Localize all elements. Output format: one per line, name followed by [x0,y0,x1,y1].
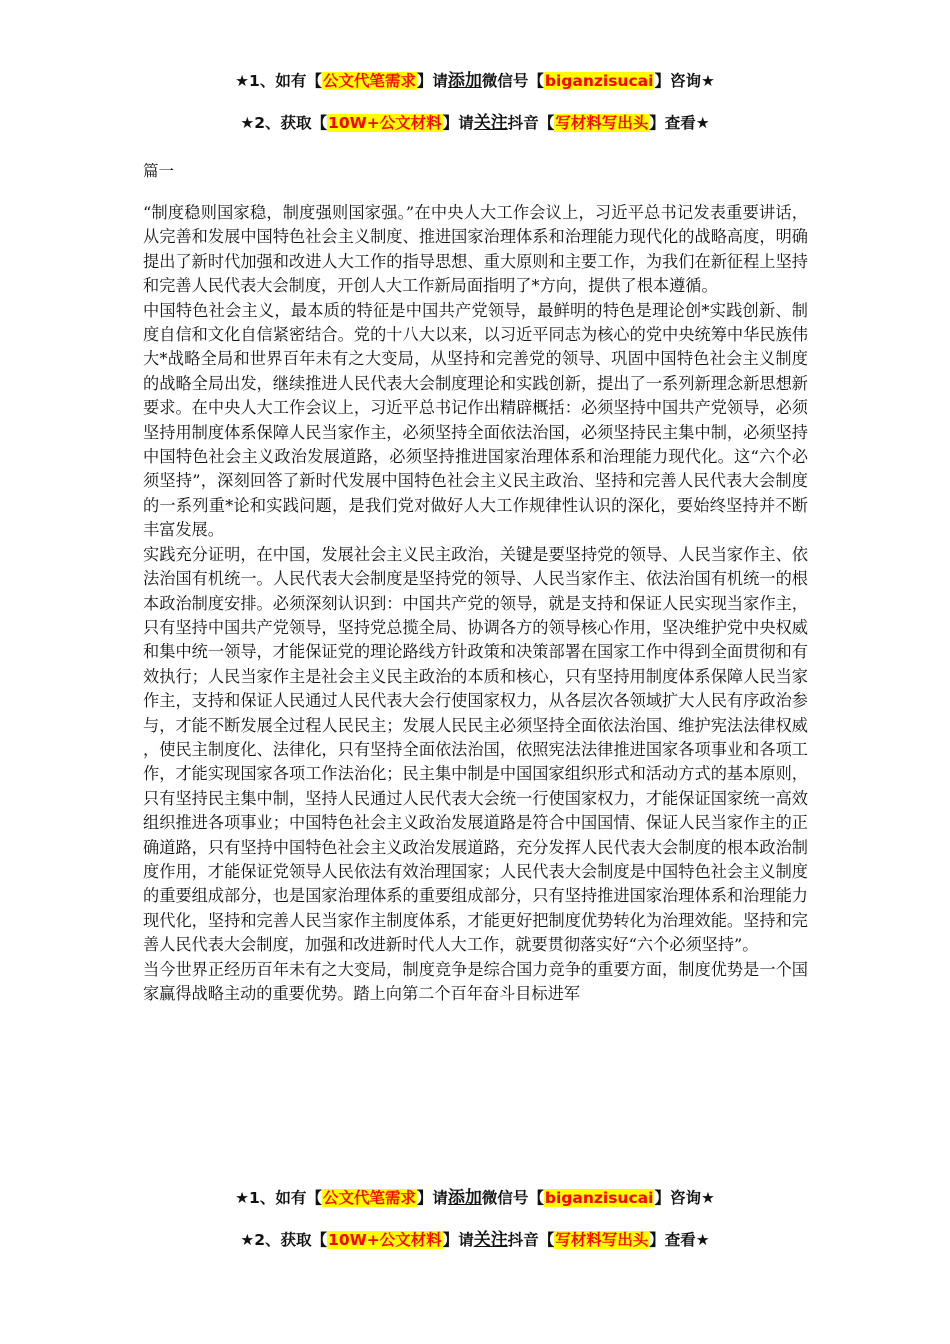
banner-highlight: 10W+公文材料 [328,1231,442,1249]
banner-text: 微信号【 [481,1189,544,1207]
section-title: 篇一 [143,162,175,180]
banner-text: ★2、获取【 [240,1231,328,1249]
banner-highlight: 10W+公文材料 [328,114,442,132]
banner-underline: 关注 [473,1230,508,1250]
top-banner-line-1 [0,70,950,92]
banner-text: 微信号【 [481,72,544,90]
paragraph-1: “制度稳则国家稳，制度强则国家强。”在中央人大工作会议上，习近平总书记发表重要讲话，从完善和发展中国特色社会主义制度、推进国家治理体系和治理能力现代化的战略高度，明确提出了新时代加强和改进人大工作的指导思想、重大原则和主要工作，为我们在新征程上坚持和完善人民代表大会制度，开创人大工作新局面指明了*方向，提供了根本遵循。 [143,203,808,296]
banner-text: 抖音【 [507,114,555,132]
paragraph-4: 当今世界正经历百年未有之大变局，制度竞争是综合国力竞争的重要方面，制度优势是一个国家赢得战略主动的重要优势。踏上向第二个百年奋斗目标进军 [143,959,808,1003]
banner-underline: 添加 [447,71,482,91]
banner-text: 】查看★ [649,1231,710,1249]
banner-text: 】咨询★ [654,72,715,90]
banner-underline: 添加 [447,1188,482,1208]
top-banner-line-2 [0,112,950,134]
banner-highlight: 写材料写出头 [555,1231,649,1249]
banner-highlight: 写材料写出头 [555,114,649,132]
paragraph-2: 中国特色社会主义，最本质的特征是中国共产党领导，最鲜明的特色是理论创*实践创新、制度自信和文化自信紧密结合。党的十八大以来，以习近平同志为核心的党中央统筹中华民族伟大*战略全局和世界百年未有之大变局，从坚持和完善党的领导、巩固中国特色社会主义制度的战略全局出发，继续推进人民代表大会制度理论和实践创新，提出了一系列新理念新思想新要求。在中央人大工作会议上，习近平总书记作出精辟概括：必须坚持中国共产党领导，必须坚持用制度体系保障人民当家作主，必须坚持全面依法治国，必须坚持民主集中制，必须坚持中国特色社会主义政治发展道路，必须坚持推进国家治理体系和治理能力现代化。这“六个必须坚持”，深刻回答了新时代发展中国特色社会主义民主政治、坚持和完善人民代表大会制度的一系列重*论和实践问题，是我们党对做好人大工作规律性认识的深化，要始终坚持并不断丰富发展。 [143,300,808,540]
banner-underline: 关注 [473,113,508,133]
banner-text: 】请 [416,72,448,90]
banner-highlight: biganzisucai [544,72,654,90]
banner-highlight: 公文代笔需求 [322,72,416,90]
banner-text: 抖音【 [507,1231,555,1249]
article-body [143,201,808,1169]
banner-text: ★1、如有【 [235,1189,322,1207]
banner-text: 】请 [442,1231,474,1249]
banner-text: ★1、如有【 [235,72,322,90]
banner-text: ★2、获取【 [240,114,328,132]
bottom-banner-line-2 [0,1229,950,1251]
bottom-banner-line-1 [0,1187,950,1209]
banner-highlight: 公文代笔需求 [322,1189,416,1207]
banner-text: 】请 [416,1189,448,1207]
banner-text: 】请 [442,114,474,132]
banner-highlight: biganzisucai [544,1189,654,1207]
banner-text: 】咨询★ [654,1189,715,1207]
banner-text: 】查看★ [649,114,710,132]
paragraph-3: 实践充分证明，在中国，发展社会主义民主政治，关键是要坚持党的领导、人民当家作主、依法治国有机统一。人民代表大会制度是坚持党的领导、人民当家作主、依法治国有机统一的根本政治制度安排。必须深刻认识到：中国共产党的领导，就是支持和保证人民实现当家作主，只有坚持中国共产党领导，坚持党总揽全局、协调各方的领导核心作用，坚决维护党中央权威和集中统一领导，才能保证党的理论路线方针政策和决策部署在国家工作中得到全面贯彻和有效执行；人民当家作主是社会主义民主政治的本质和核心，只有坚持用制度体系保障人民当家作主，支持和保证人民通过人民代表大会行使国家权力，从各层次各领域扩大人民有序政治参与，才能不断发展全过程人民民主；发展人民民主必须坚持全面依法治国、维护宪法法律权威，使民主制度化、法律化，只有坚持全面依法治国，依照宪法法律推进国家各项事业和各项工作，才能实现国家各项工作法治化；民主集中制是中国国家组织形式和活动方式的基本原则，只有坚持民主集中制，坚持人民通过人民代表大会统一行使国家权力，才能保证国家统一高效组织推进各项事业；中国特色社会主义政治发展道路是符合中国国情、保证人民当家作主的正确道路，只有坚持中国特色社会主义政治发展道路，充分发挥人民代表大会制度的根本政治制度作用，才能保证党领导人民依法有效治理国家；人民代表大会制度是中国特色社会主义制度的重要组成部分，也是国家治理体系的重要组成部分，只有坚持推进国家治理体系和治理能力现代化，坚持和完善人民当家作主制度体系，才能更好把制度优势转化为治理效能。坚持和完善人民代表大会制度，加强和改进新时代人大工作，就要贯彻落实好“六个必须坚持”。 [143,544,808,955]
